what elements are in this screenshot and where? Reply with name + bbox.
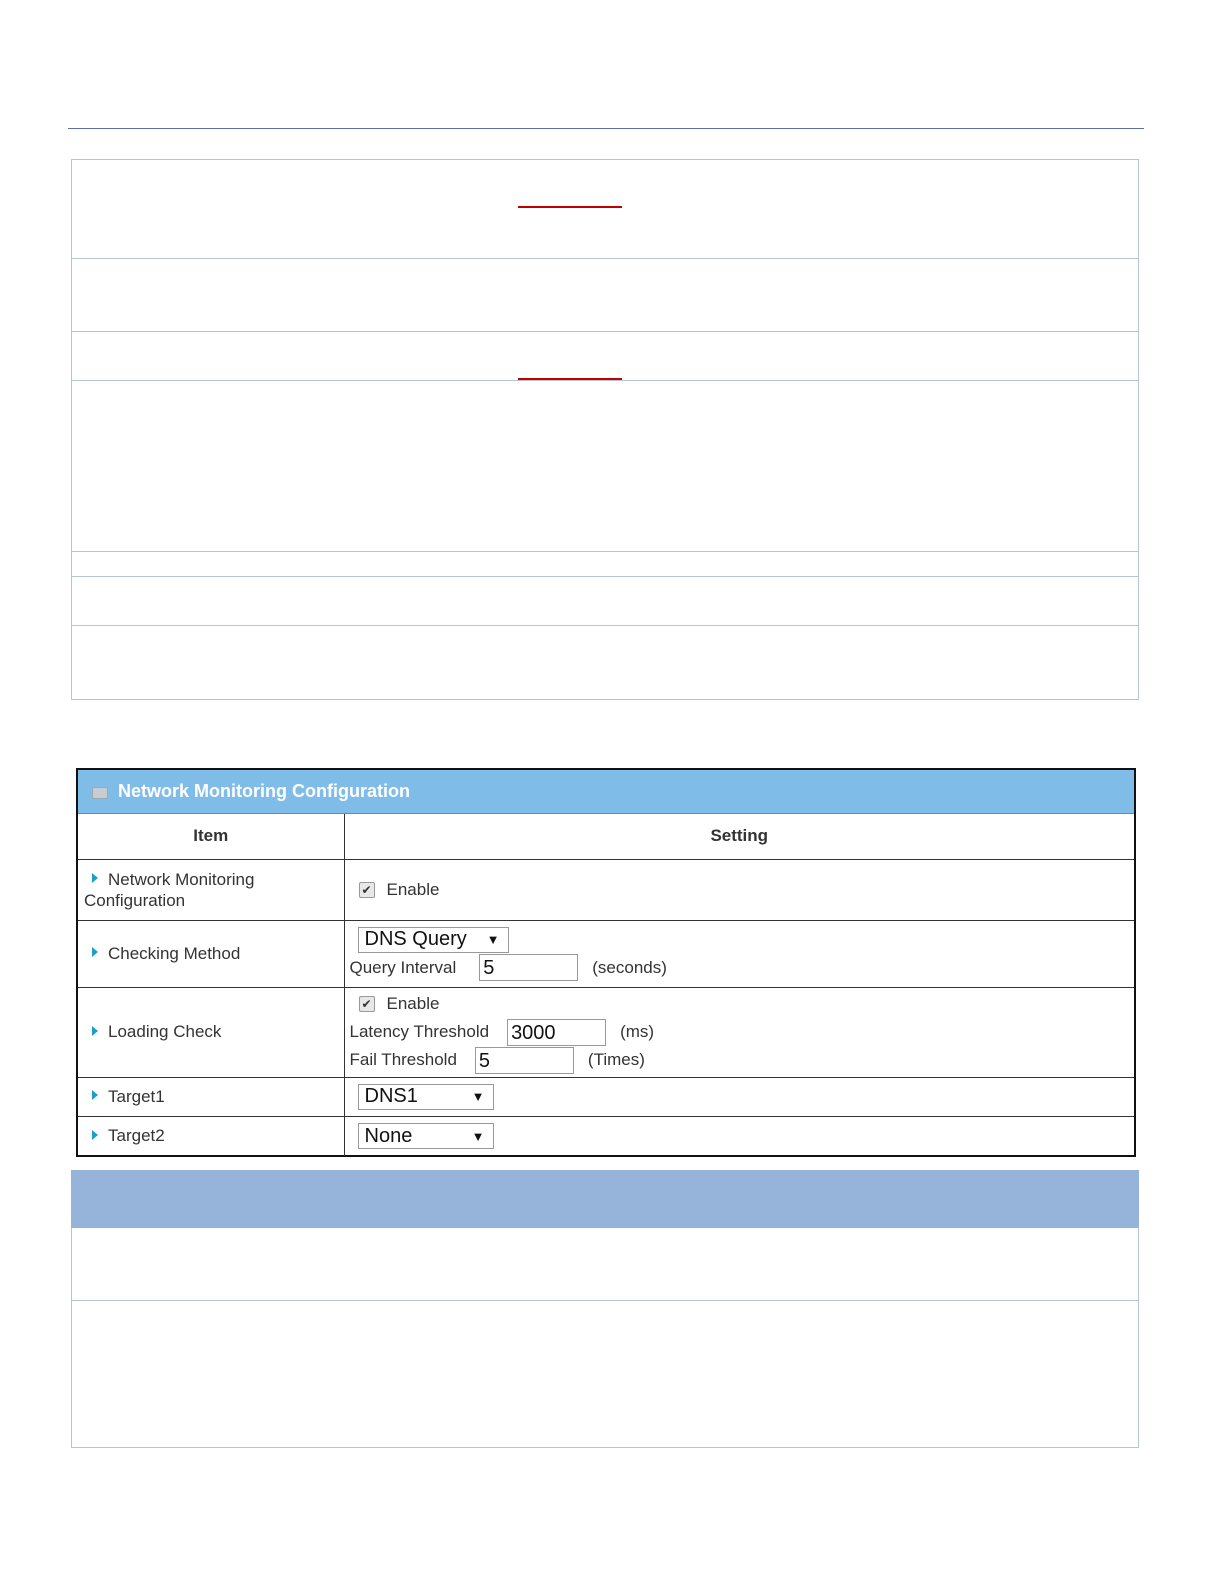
- checking-method-select[interactable]: [358, 927, 509, 953]
- setting-cell: [344, 920, 1134, 987]
- loading-enable-checkbox[interactable]: [359, 996, 375, 1012]
- selected-value: None: [364, 1124, 413, 1147]
- link-underline: [518, 206, 622, 208]
- nm-enable-checkbox[interactable]: [359, 882, 375, 898]
- arrow-right-icon: [92, 1090, 98, 1100]
- panel-header: [78, 770, 1134, 814]
- latency-threshold-unit: (ms): [620, 1022, 655, 1041]
- row-target1: [78, 1077, 1134, 1116]
- latency-threshold-label: Latency Threshold: [349, 1022, 490, 1041]
- item-cell: [78, 920, 344, 987]
- item-label: Target1: [108, 1086, 165, 1106]
- top-rule: [68, 128, 1144, 129]
- table-row: [72, 577, 1138, 626]
- table-row: [72, 626, 1138, 699]
- table-header-row: [78, 814, 1134, 859]
- check-icon: ✔: [361, 882, 372, 897]
- chevron-down-icon: ▼: [471, 1089, 485, 1104]
- item-label: Target2: [108, 1126, 165, 1146]
- network-monitoring-panel: [76, 768, 1136, 1157]
- item-cell: [78, 1116, 344, 1156]
- setting-cell: [344, 1077, 1134, 1116]
- item-label: Loading Check: [108, 1022, 222, 1041]
- setting-cell: [344, 987, 1134, 1077]
- arrow-right-icon: [92, 1026, 98, 1036]
- target2-select[interactable]: [358, 1123, 494, 1149]
- link-underline: [518, 378, 622, 380]
- row-loading-check: [78, 987, 1134, 1077]
- target1-select[interactable]: [358, 1084, 494, 1110]
- table-header-bar: [71, 1170, 1139, 1228]
- arrow-right-icon: [92, 947, 98, 957]
- query-interval-input[interactable]: 5: [479, 954, 578, 981]
- panel-icon: [92, 787, 108, 799]
- row-checking-method: [78, 920, 1134, 987]
- column-header-setting: Setting: [344, 814, 1134, 859]
- item-cell: [78, 987, 344, 1077]
- fail-threshold-input[interactable]: 5: [475, 1047, 574, 1074]
- item-label-cont: Configuration: [84, 890, 186, 910]
- query-interval-unit: (seconds): [592, 957, 667, 977]
- description-table-bottom: [71, 1228, 1139, 1448]
- row-target2: [78, 1116, 1134, 1156]
- column-header-item: Item: [78, 814, 344, 859]
- row-network-monitoring: [78, 859, 1134, 920]
- item-cell: [78, 1077, 344, 1116]
- table-row: [72, 160, 1138, 259]
- fail-threshold-unit: (Times): [587, 1050, 645, 1069]
- table-row: [72, 381, 1138, 552]
- table-row: [72, 332, 1138, 381]
- description-table-top: [71, 159, 1139, 700]
- check-icon: ✔: [361, 997, 372, 1011]
- table-row: [72, 1228, 1138, 1301]
- selected-value: DNS Query: [364, 928, 467, 950]
- table-row: [72, 259, 1138, 332]
- arrow-right-icon: [92, 1130, 98, 1140]
- chevron-down-icon: ▼: [486, 932, 500, 947]
- loading-enable-label: Enable: [386, 994, 440, 1013]
- item-label: Network Monitoring: [108, 869, 255, 889]
- config-table: [78, 814, 1134, 1156]
- setting-cell: [344, 859, 1134, 920]
- chevron-down-icon: ▼: [471, 1128, 485, 1144]
- item-label: Checking Method: [108, 943, 241, 963]
- table-row: [72, 552, 1138, 577]
- setting-cell: [344, 1116, 1134, 1156]
- panel-title: Network Monitoring Configuration: [118, 781, 410, 801]
- query-interval-label: Query Interval: [349, 957, 457, 977]
- item-cell: [78, 859, 344, 920]
- fail-threshold-label: Fail Threshold: [349, 1050, 457, 1069]
- selected-value: DNS1: [364, 1085, 418, 1107]
- arrow-right-icon: [92, 873, 98, 883]
- table-row: [72, 1301, 1138, 1447]
- latency-threshold-input[interactable]: 3000: [507, 1019, 606, 1046]
- nm-enable-label: Enable: [386, 879, 440, 899]
